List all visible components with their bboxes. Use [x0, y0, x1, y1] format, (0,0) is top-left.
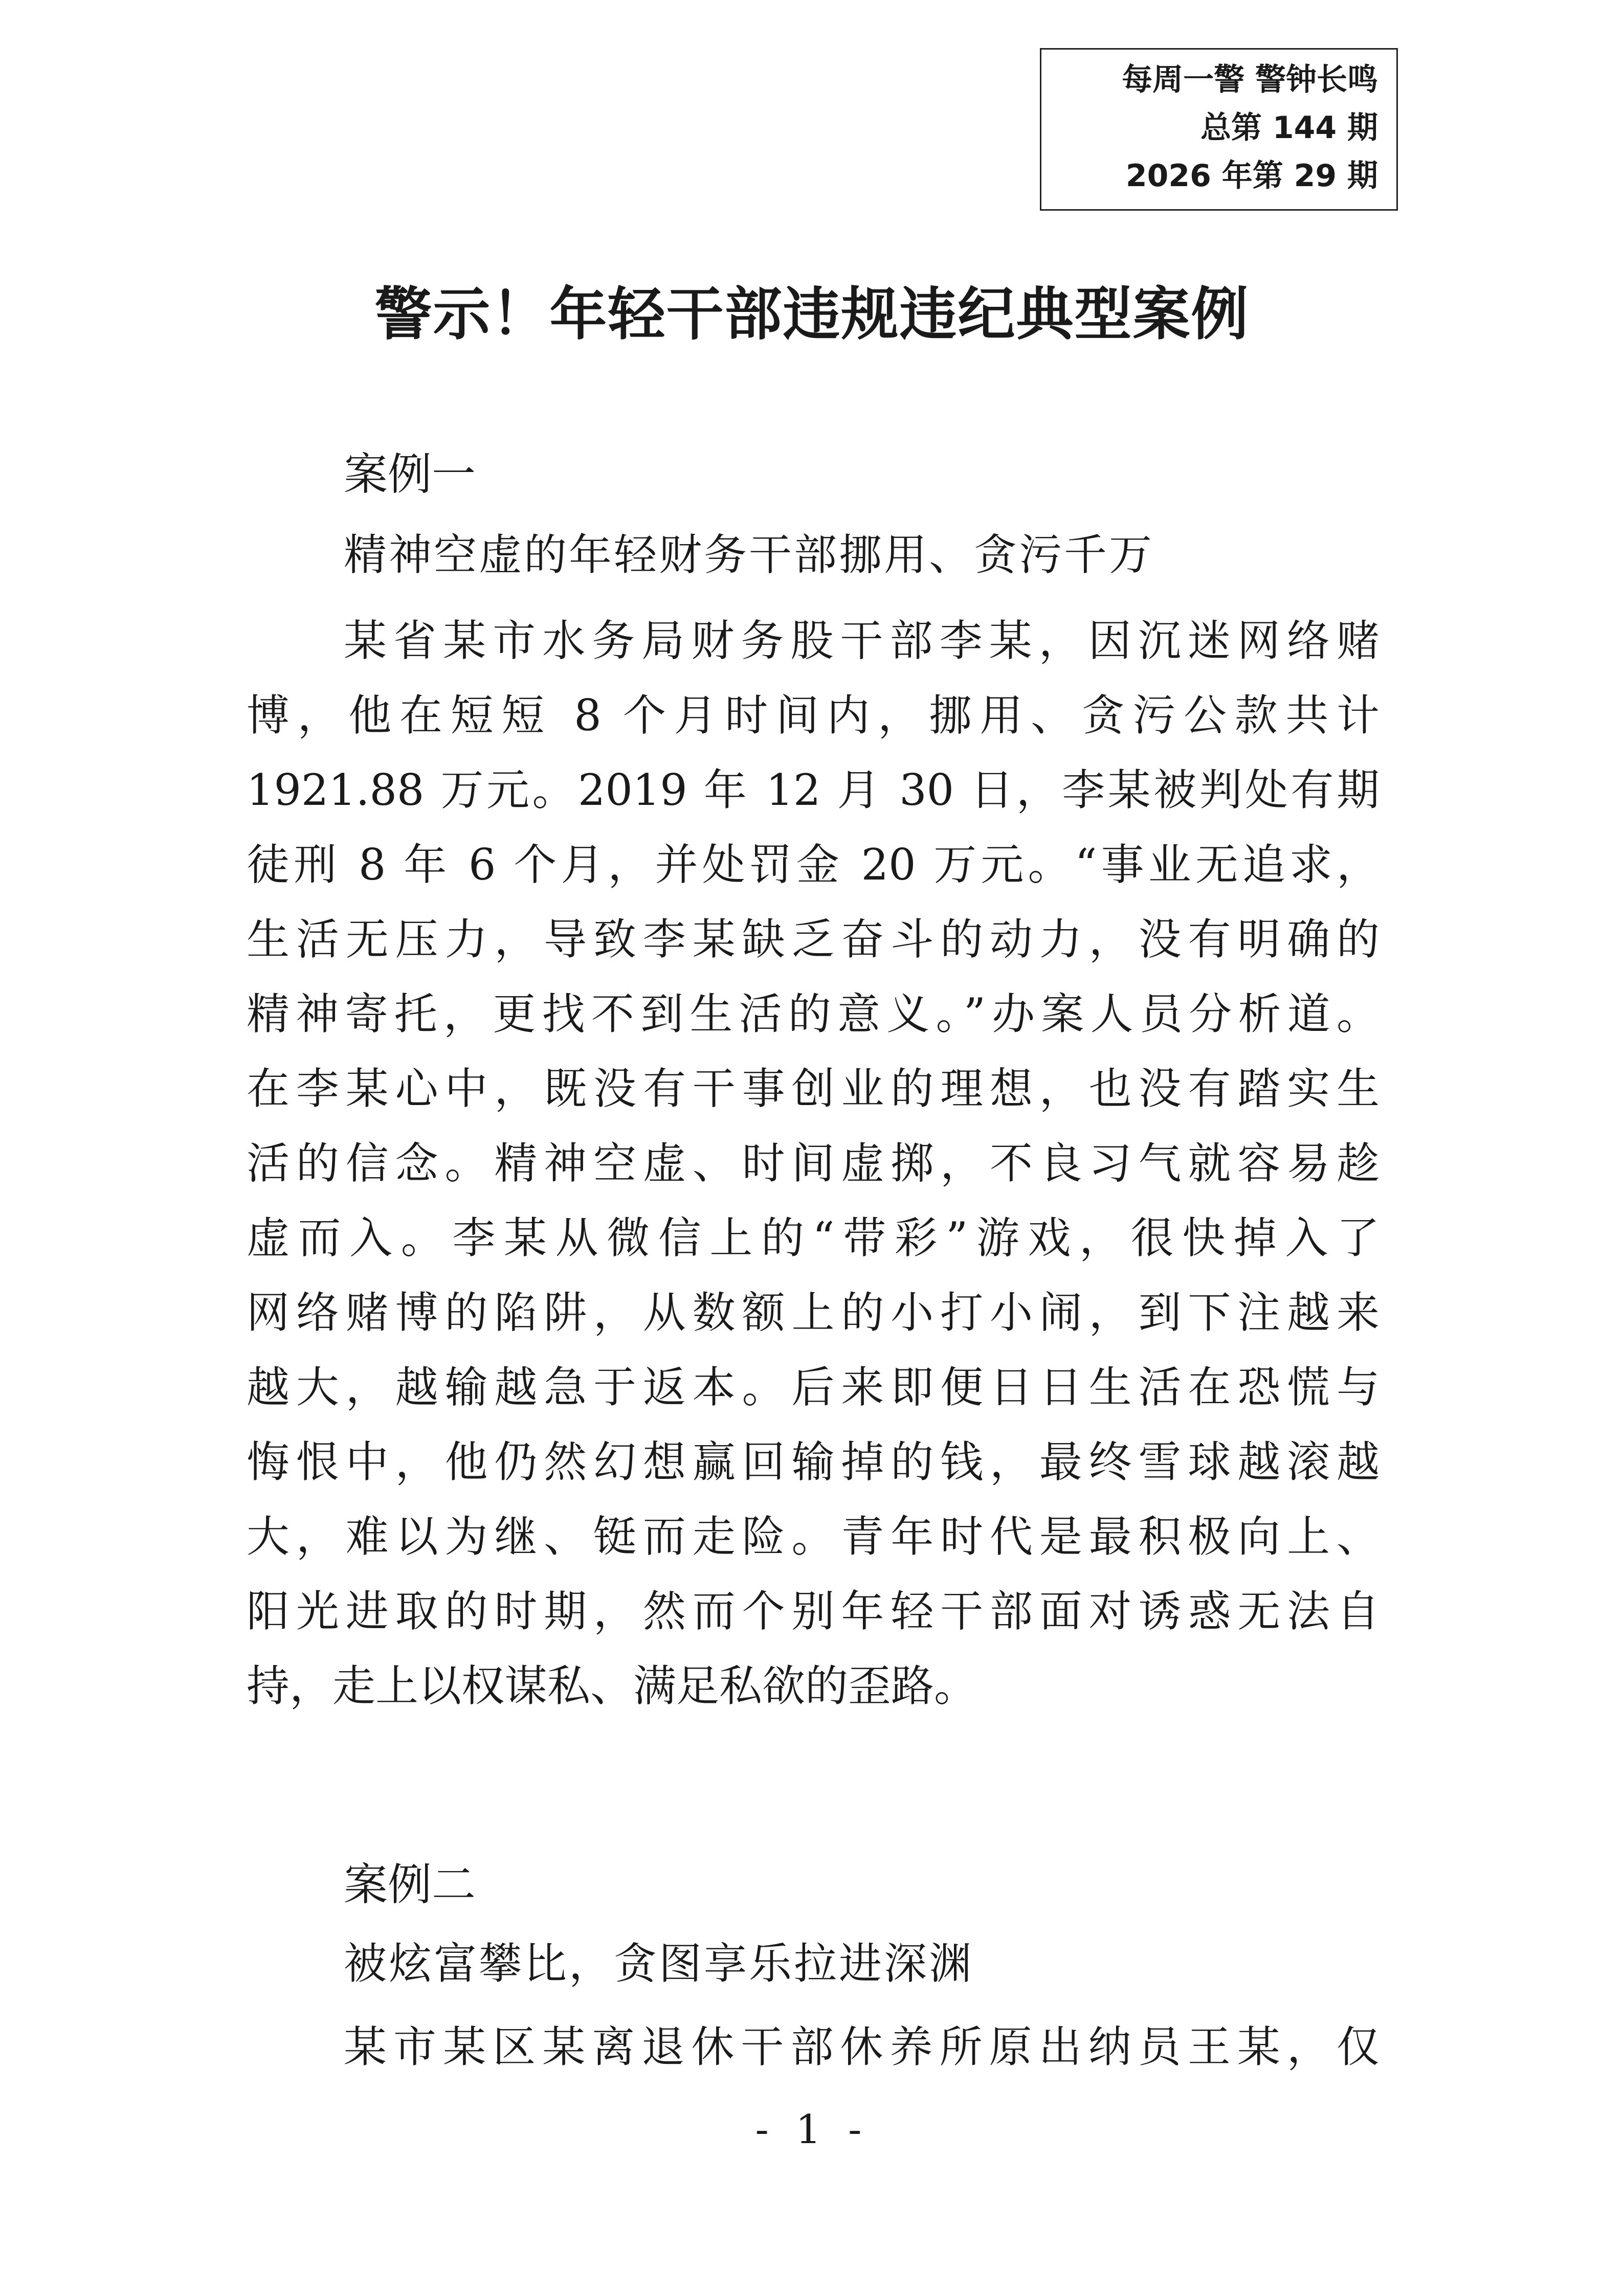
case1-subtitle: 精神空虚的年轻财务干部挪用、贪污千万: [344, 530, 1154, 580]
case1-line: 悔恨中，他仍然幻想赢回输掉的钱，最终雪球越滚越: [247, 1437, 1380, 1487]
case1-line: 大，难以为继、铤而走险。青年时代是最积极向上、: [247, 1512, 1380, 1562]
case1-line: 精神寄托，更找不到生活的意义。”办案人员分析道。: [247, 989, 1380, 1039]
case1-line: 在李某心中，既没有干事创业的理想，也没有踏实生: [247, 1064, 1380, 1114]
case1-line: 阳光进取的时期，然而个别年轻干部面对诱惑无法自: [247, 1586, 1380, 1636]
case1-line: 活的信念。精神空虚、时间虚掷，不良习气就容易趁: [247, 1138, 1380, 1188]
page-title: 警示！年轻干部违规违纪典型案例: [374, 281, 1250, 348]
case2-body: [247, 2010, 1380, 2084]
case2-subtitle: 被炫富攀比，贪图享乐拉进深渊: [344, 1939, 974, 1989]
case1-line: 虚而入。李某从微信上的“带彩”游戏，很快掉入了: [247, 1213, 1380, 1263]
total-issue: 总第 144 期: [1200, 110, 1378, 146]
case1-heading: 案例一: [344, 449, 476, 500]
issue-info-box: [1040, 48, 1398, 211]
case1-line: 徒刑 8 年 6 个月，并处罚金 20 万元。“事业无追求，: [247, 840, 1380, 890]
case1-line: 持，走上以权谋私、满足私欲的歪路。: [247, 1661, 977, 1711]
case1-line: 生活无压力，导致李某缺乏奋斗的动力，没有明确的: [247, 914, 1380, 964]
case1-line: 网络赌博的陷阱，从数额上的小打小闹，到下注越来: [247, 1288, 1380, 1338]
year-issue: 2026 年第 29 期: [1125, 158, 1378, 194]
case1-body: [247, 603, 1380, 1723]
case2-heading: 案例二: [344, 1859, 476, 1910]
case1-line: 博，他在短短 8 个月时间内，挪用、贪污公款共计: [247, 690, 1380, 740]
case1-line: 某省某市水务局财务股干部李某，因沉迷网络赌: [344, 616, 1380, 666]
slogan: 每周一警 警钟长鸣: [1122, 62, 1378, 98]
page-number: - 1 -: [755, 2107, 869, 2153]
case1-line: 越大，越输越急于返本。后来即便日日生活在恐慌与: [247, 1362, 1380, 1412]
case1-line: 1921.88 万元。2019 年 12 月 30 日，李某被判处有期: [247, 765, 1380, 815]
case2-line: 某市某区某离退休干部休养所原出纳员王某，仅: [344, 2022, 1380, 2072]
